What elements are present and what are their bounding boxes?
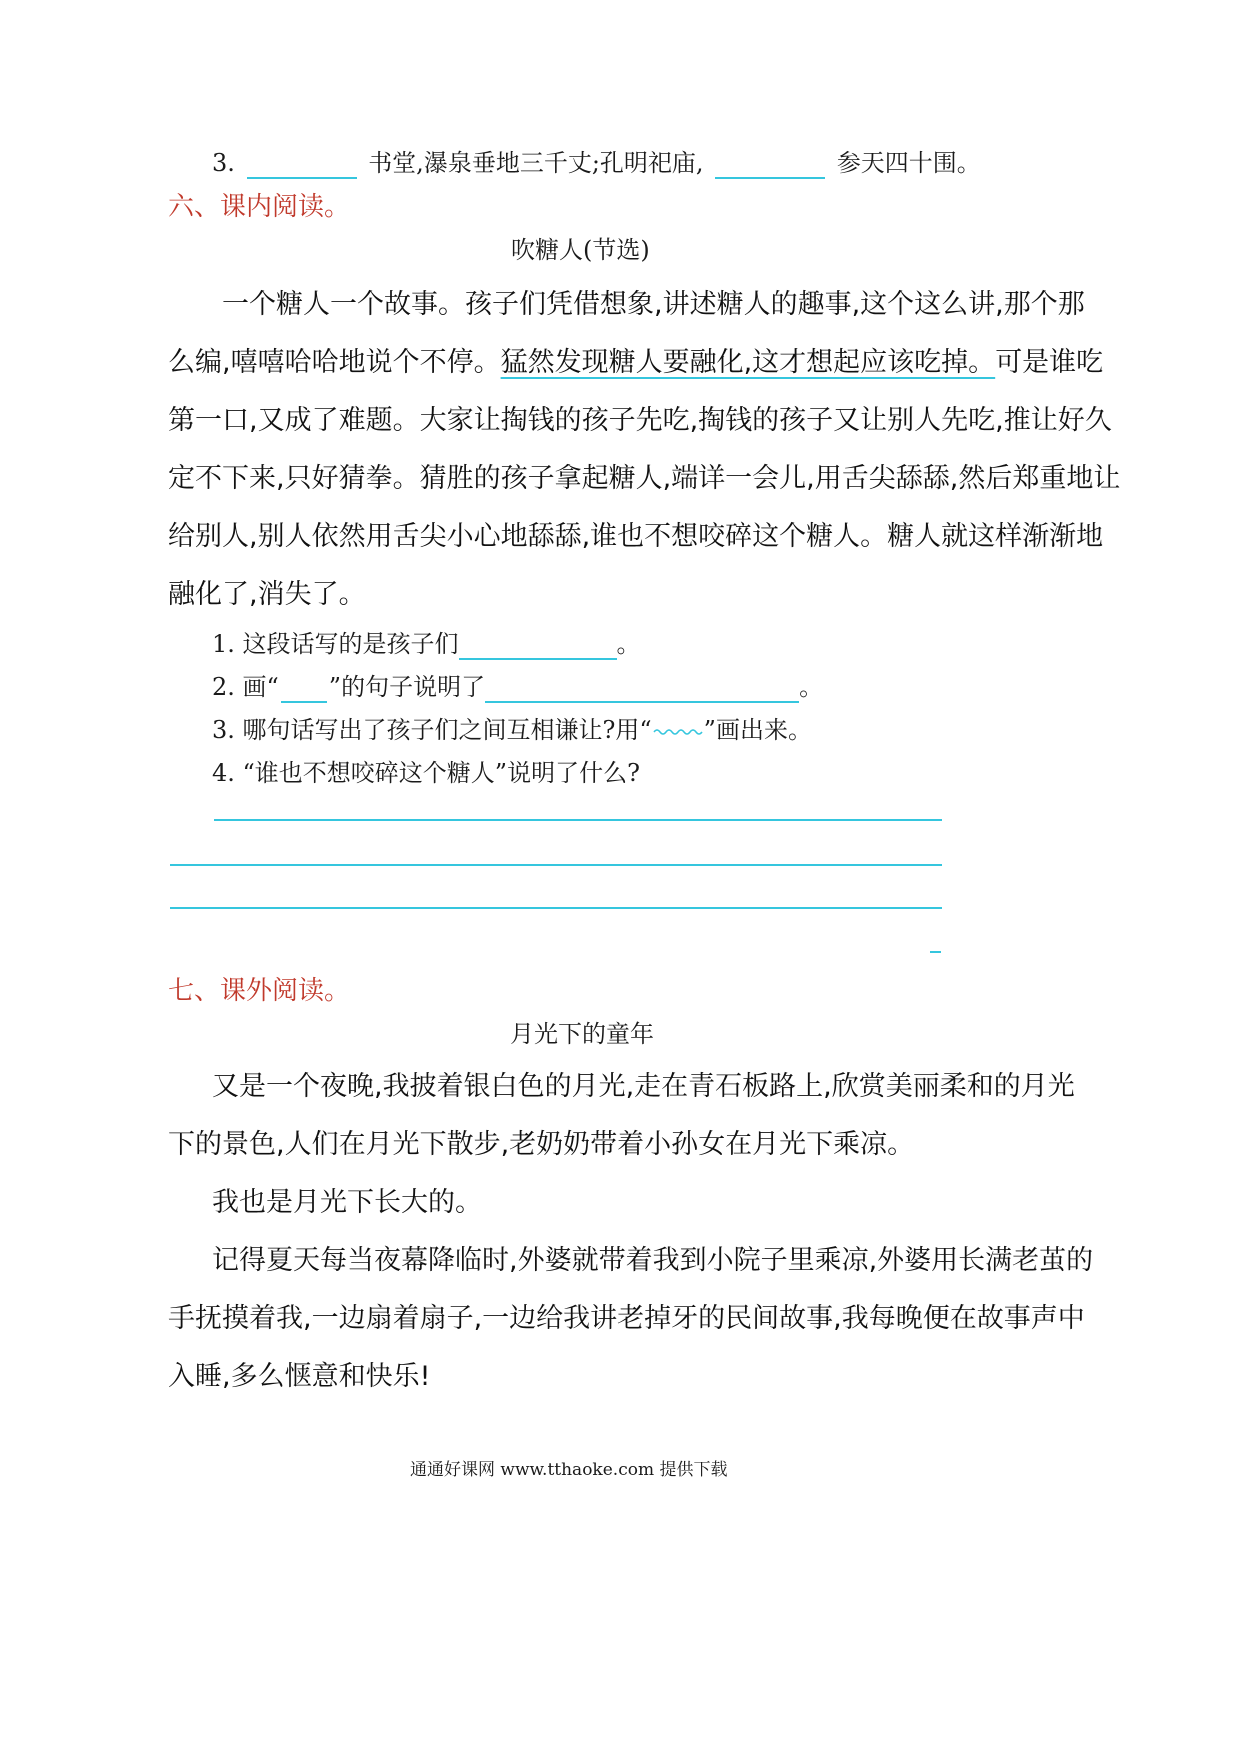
question-2 (212, 667, 823, 703)
question-text: 1. 这段话写的是孩子们 (212, 630, 459, 658)
answer-line[interactable] (170, 864, 942, 866)
answer-line-end (930, 951, 941, 953)
passage-line: 融化了,消失了。 (168, 579, 366, 610)
passage-line: 又是一个夜晚,我披着银白色的月光,走在青石板路上,欣赏美丽柔和的月光 (212, 1071, 1075, 1102)
answer-blank[interactable] (715, 149, 825, 179)
passage-title: 吹糖人(节选) (511, 236, 650, 264)
answer-blank[interactable] (247, 149, 357, 179)
passage-line: 记得夏天每当夜幕降临时,外婆就带着我到小院子里乘凉,外婆用长满老茧的 (212, 1245, 1094, 1276)
footer-credit: 通通好课网 www.tthaoke.com 提供下载 (410, 1460, 728, 1480)
passage-line: 给别人,别人依然用舌尖小心地舔舔,谁也不想咬碎这个糖人。糖人就这样渐渐地 (168, 521, 1104, 552)
wavy-underline-symbol (652, 727, 704, 737)
fill-question-3 (212, 143, 981, 179)
passage-line: 下的景色,人们在月光下散步,老奶奶带着小孙女在月光下乘凉。 (168, 1129, 915, 1160)
question-text: 参天四十围。 (836, 149, 981, 177)
question-1 (212, 624, 641, 660)
answer-line[interactable] (170, 907, 942, 909)
question-3 (212, 710, 812, 745)
question-text: 2. 画“ (212, 673, 279, 701)
answer-line[interactable] (214, 819, 942, 821)
passage-title: 月光下的童年 (510, 1020, 654, 1048)
question-number: 3. (212, 149, 235, 177)
passage-line: 手抚摸着我,一边扇着扇子,一边给我讲老掉牙的民间故事,我每晚便在故事声中 (168, 1303, 1085, 1334)
answer-blank[interactable] (459, 630, 617, 660)
section-heading: 六、课内阅读。 (168, 192, 351, 222)
passage-line (168, 340, 1103, 379)
passage-line: 第一口,又成了难题。大家让掏钱的孩子先吃,掏钱的孩子又让别人先吃,推让好久 (168, 405, 1112, 436)
passage-line: 定不下来,只好猜拳。猜胜的孩子拿起糖人,端详一会儿,用舌尖舔舔,然后郑重地让 (168, 463, 1121, 494)
underline-symbol (281, 673, 327, 703)
question-text: 书堂,瀑泉垂地三千丈;孔明祀庙, (368, 149, 704, 177)
passage-text: 么编,嘻嘻哈哈地说个不停。 (168, 347, 501, 378)
question-4: 4. “谁也不想咬碎这个糖人”说明了什么? (212, 759, 640, 787)
passage-line: 入睡,多么惬意和快乐! (168, 1361, 431, 1392)
question-text: 。 (616, 630, 641, 658)
underlined-sentence: 猛然发现糖人要融化,这才想起应该吃掉。 (500, 347, 996, 378)
question-text: 。 (799, 673, 824, 701)
question-text: ”的句子说明了 (328, 673, 486, 701)
passage-text: 可是谁吃 (995, 347, 1104, 378)
section-heading: 七、课外阅读。 (168, 976, 351, 1006)
passage-line: 一个糖人一个故事。孩子们凭借想象,讲述糖人的趣事,这个这么讲,那个那 (222, 289, 1085, 320)
question-text: ”画出来。 (703, 716, 812, 744)
question-text: 3. 哪句话写出了孩子们之间互相谦让?用“ (212, 716, 652, 744)
answer-blank[interactable] (485, 673, 799, 703)
passage-line: 我也是月光下长大的。 (212, 1187, 482, 1218)
